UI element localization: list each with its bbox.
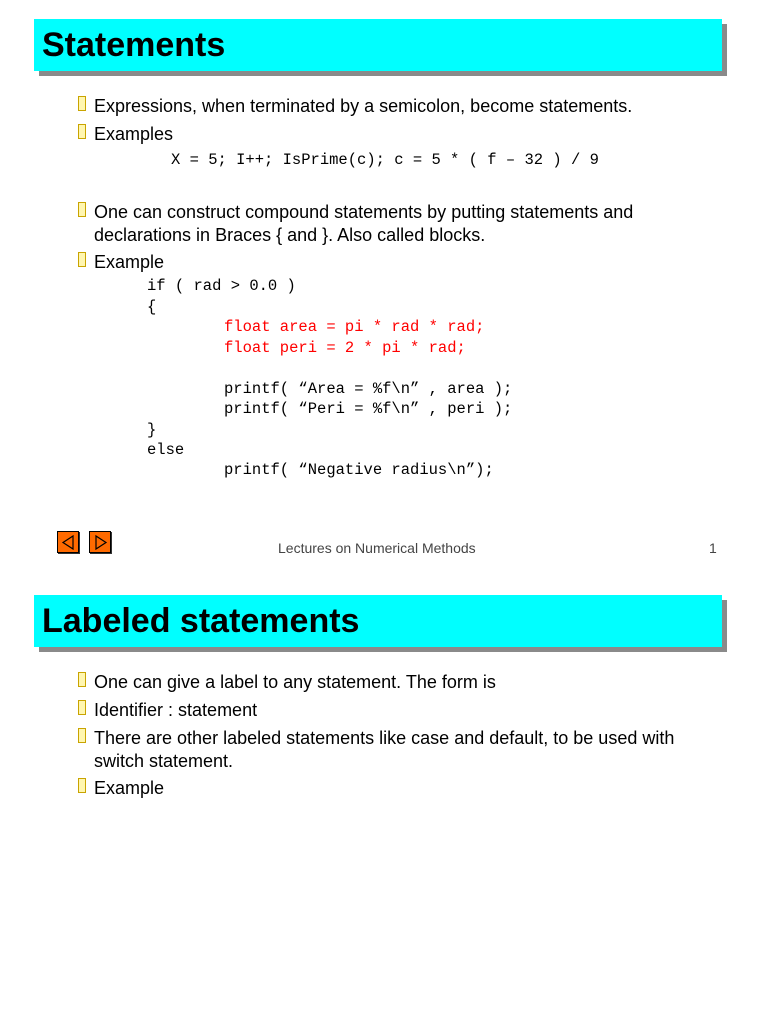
bullet-icon: [78, 778, 86, 793]
footer-title: Lectures on Numerical Methods: [278, 540, 476, 556]
bullet-icon: [78, 672, 86, 687]
bullet-item: One can give a label to any statement. The form is: [78, 671, 728, 694]
slide-labeled-statements: [0, 576, 768, 1024]
code-line: {: [147, 298, 157, 316]
page-number: 1: [709, 540, 717, 556]
examples-code: X = 5; I++; IsPrime(c); c = 5 * ( f – 32 ) / 9: [171, 151, 599, 169]
previous-slide-button[interactable]: [57, 531, 79, 553]
bullet-icon: [78, 700, 86, 715]
code-line: else: [147, 441, 185, 459]
code-line-highlight: float area = pi * rad * rad;: [224, 318, 485, 336]
code-line: if ( rad > 0.0 ): [147, 277, 296, 295]
bullet-item: Identifier : statement: [78, 699, 728, 722]
code-line: }: [147, 421, 157, 439]
title-bar: [34, 19, 722, 71]
code-line: printf( “Area = %f\n” , area );: [224, 380, 513, 398]
previous-arrow-icon: [58, 532, 80, 554]
code-line-highlight: float peri = 2 * pi * rad;: [224, 339, 466, 357]
code-line: printf( “Peri = %f\n” , peri );: [224, 400, 513, 418]
next-arrow-icon: [90, 532, 112, 554]
title-bar: [34, 595, 722, 647]
code-line: printf( “Negative radius\n”);: [224, 461, 494, 479]
bullet-icon: [78, 252, 86, 267]
bullet-item: One can construct compound statements by putting statements and declarations in Braces { and }. Also called blocks.: [78, 201, 728, 247]
bullet-icon: [78, 124, 86, 139]
bullet-item: Expressions, when terminated by a semicolon, become statements.: [78, 95, 728, 118]
bullet-icon: [78, 202, 86, 217]
slide-title: Labeled statements: [42, 602, 360, 640]
bullet-item: Examples: [78, 123, 728, 146]
bullet-item: Example: [78, 777, 728, 800]
slide-title: Statements: [42, 26, 226, 64]
next-slide-button[interactable]: [89, 531, 111, 553]
bullet-item: There are other labeled statements like case and default, to be used with switch statement.: [78, 727, 728, 773]
bullet-icon: [78, 728, 86, 743]
bullet-item: Example: [78, 251, 728, 274]
bullet-icon: [78, 96, 86, 111]
